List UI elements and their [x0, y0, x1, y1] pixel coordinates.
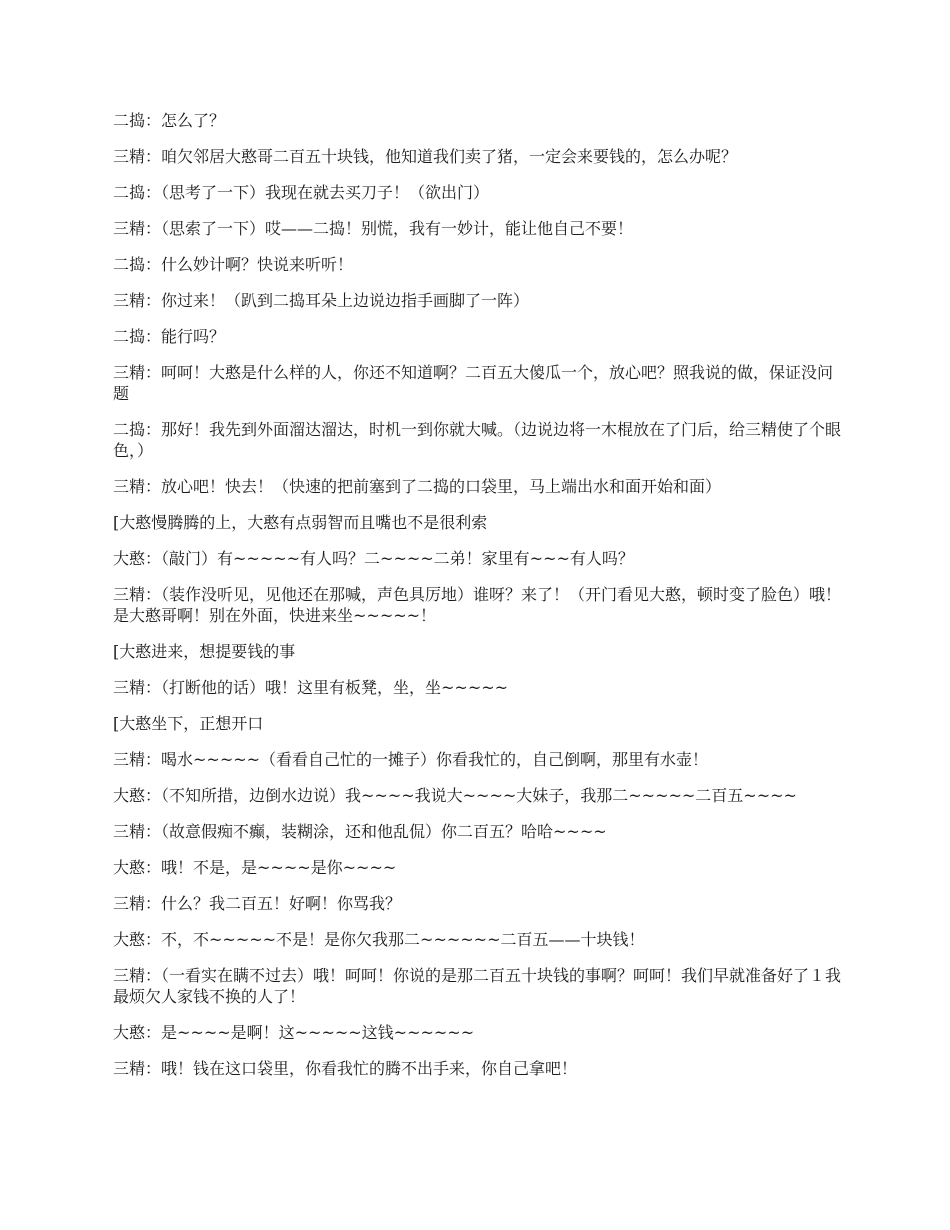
stage-direction: [大憨坐下，正想开口: [113, 714, 264, 733]
dialogue-line: 三精：（一看实在瞒不过去）哦！呵呵！你说的是那二百五十块钱的事啊？呵呵！我们早就准备好了１我最烦欠人家钱不换的人了！: [113, 966, 842, 1006]
dialogue-line: 二捣：（思考了一下）我现在就去买刀子！（欲出门）: [113, 183, 490, 202]
dialogue-line: 三精：呵呵！大憨是什么样的人，你还不知道啊？二百五大傻瓜一个，放心吧？照我说的做，保证没问题: [113, 363, 834, 403]
stage-direction: [大憨慢腾腾的上，大憨有点弱智而且嘴也不是很利索: [113, 513, 488, 532]
dialogue-line: 大憨：哦！不是，是~~~~是你~~~~: [113, 858, 397, 877]
dialogue-line: 三精：放心吧！快去！（快速的把前塞到了二捣的口袋里，马上端出水和面开始和面）: [113, 477, 722, 496]
script-body: [113, 110, 843, 1094]
dialogue-line: 三精：哦！钱在这口袋里，你看我忙的腾不出手来，你自己拿吧！: [113, 1059, 578, 1078]
dialogue-line: 三精：（装作没听见，见他还在那喊，声色具厉地）谁呀？来了！（开门看见大憨，顿时变了脸色）哦！是大憨哥啊！别在外面，快进来坐~~~~~！: [113, 585, 842, 625]
dialogue-line: 大憨：不，不~~~~~不是！是你欠我那二~~~~~~二百五——十块钱！: [113, 930, 645, 949]
dialogue-line: 大憨：（敲门）有~~~~~有人吗？二~~~~二弟！家里有~~~有人吗？: [113, 549, 634, 568]
stage-direction: [大憨进来，想提要钱的事: [113, 642, 296, 661]
dialogue-line: 三精：咱欠邻居大憨哥二百五十块钱，他知道我们卖了猪，一定会来要钱的，怎么办呢？: [113, 147, 738, 166]
dialogue-line: 三精：（打断他的话）哦！这里有板凳，坐，坐~~~~~: [113, 678, 509, 697]
dialogue-line: 二捣：能行吗？: [113, 327, 226, 346]
dialogue-line: 二捣：那好！我先到外面溜达溜达，时机一到你就大喊。（边说边将一木棍放在了门后，给三精使了个眼色，）: [113, 420, 842, 460]
dialogue-line: 三精：什么？我二百五！好啊！你骂我？: [113, 894, 402, 913]
dialogue-line: 三精：喝水~~~~~（看看自己忙的一摊子）你看我忙的，自己倒啊，那里有水壶！: [113, 750, 709, 769]
dialogue-line: 大憨：（不知所措，边倒水边说）我~~~~我说大~~~~大妹子，我那二~~~~~二百五~~~~: [113, 786, 797, 805]
dialogue-line: 三精：（故意假痴不癫，装糊涂，还和他乱侃）你二百五？哈哈~~~~: [113, 822, 607, 841]
dialogue-line: 二捣：怎么了？: [113, 111, 226, 130]
dialogue-line: 三精：你过来！（趴到二捣耳朵上边说边指手画脚了一阵）: [113, 291, 530, 310]
dialogue-line: 二捣：什么妙计啊？快说来听听！: [113, 255, 354, 274]
dialogue-line: 大憨：是~~~~是啊！这~~~~~这钱~~~~~~: [113, 1023, 475, 1042]
dialogue-line: 三精：（思索了一下）哎——二捣！别慌，我有一妙计，能让他自己不要！: [113, 219, 634, 238]
